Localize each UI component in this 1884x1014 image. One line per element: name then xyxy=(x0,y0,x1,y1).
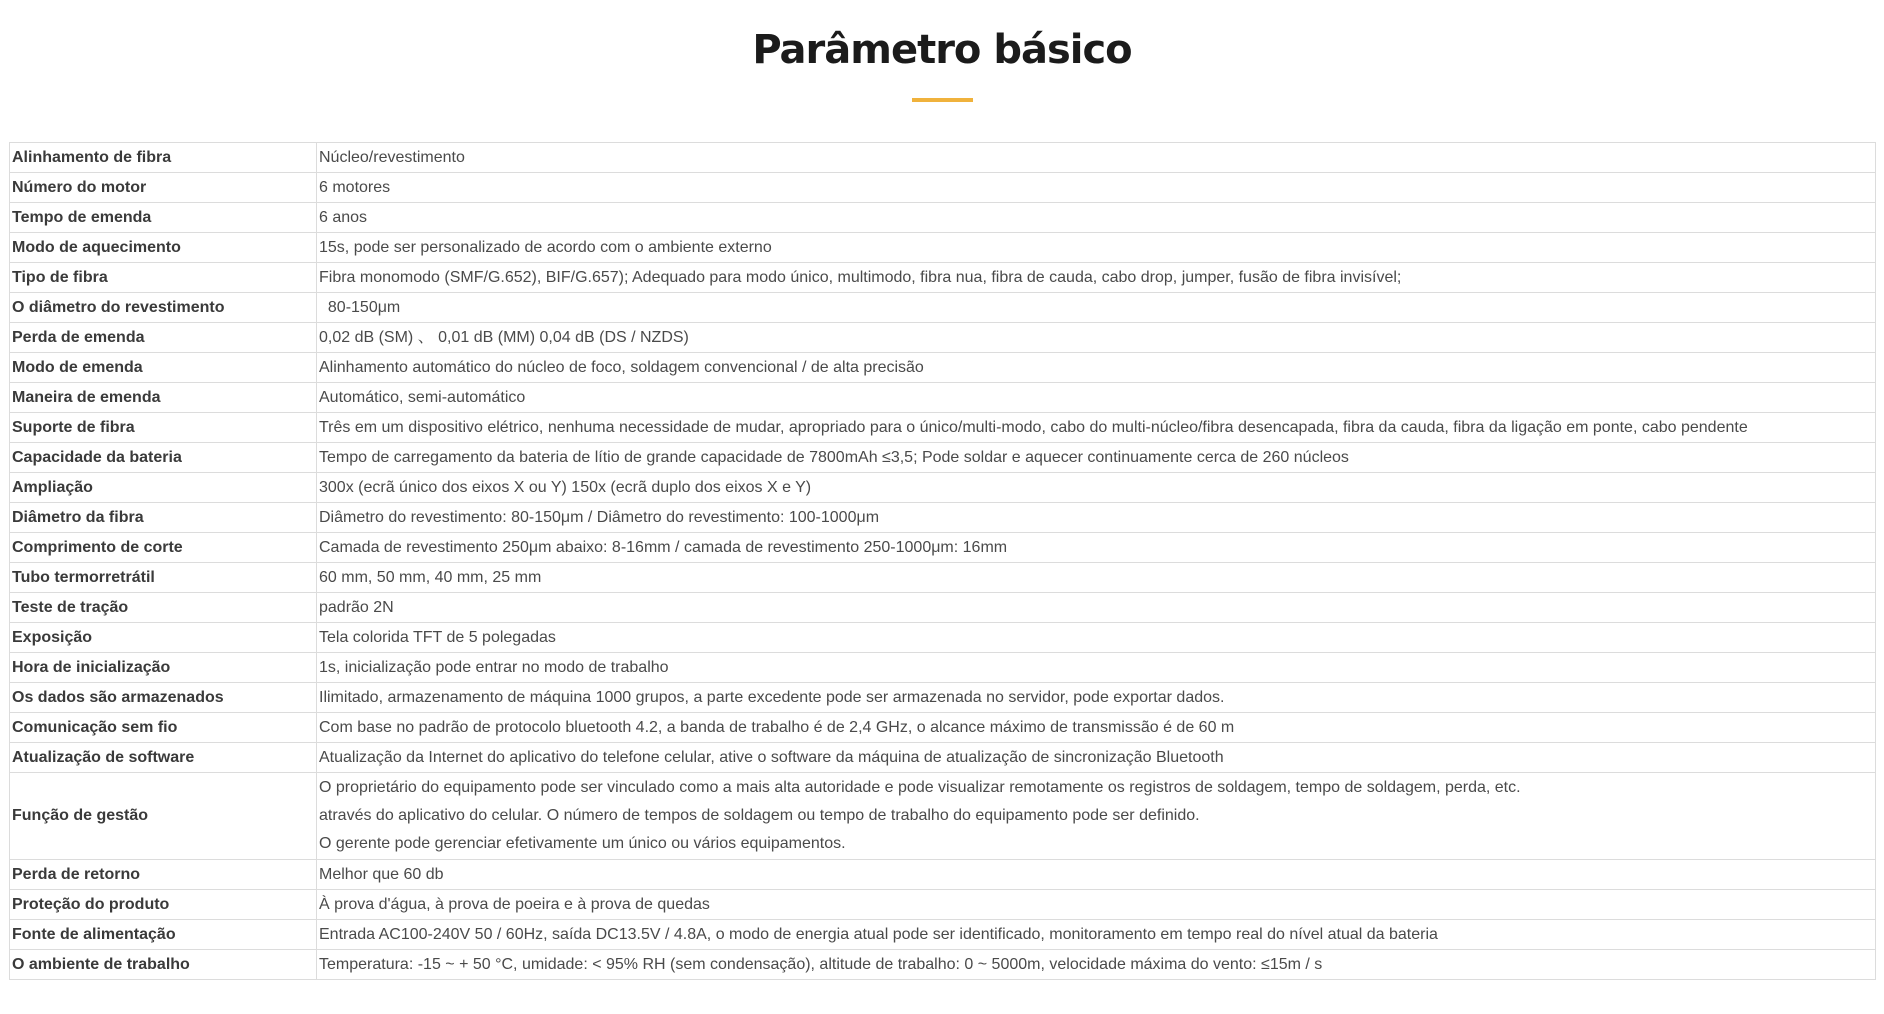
table-row xyxy=(10,203,1876,233)
spec-value: 6 motores xyxy=(317,173,1876,203)
spec-value: Alinhamento automático do núcleo de foco, soldagem convencional / de alta precisão xyxy=(317,353,1876,383)
table-row xyxy=(10,713,1876,743)
spec-value: 15s, pode ser personalizado de acordo com o ambiente externo xyxy=(317,233,1876,263)
spec-value: Com base no padrão de protocolo bluetooth 4.2, a banda de trabalho é de 2,4 GHz, o alcance máximo de transmissão é de 60 m xyxy=(317,713,1876,743)
table-row xyxy=(10,593,1876,623)
spec-label: O ambiente de trabalho xyxy=(10,950,317,980)
spec-label: Hora de inicialização xyxy=(10,653,317,683)
spec-label: Alinhamento de fibra xyxy=(10,143,317,173)
spec-value: Ilimitado, armazenamento de máquina 1000 grupos, a parte excedente pode ser armazenada no servidor, pode exportar dados. xyxy=(317,683,1876,713)
table-row xyxy=(10,383,1876,413)
spec-label: Teste de tração xyxy=(10,593,317,623)
spec-label: Perda de retorno xyxy=(10,860,317,890)
title-underline xyxy=(912,98,973,102)
spec-label: Modo de emenda xyxy=(10,353,317,383)
spec-label: Modo de aquecimento xyxy=(10,233,317,263)
spec-value-multiline xyxy=(317,773,1876,860)
spec-label: Proteção do produto xyxy=(10,890,317,920)
table-row xyxy=(10,623,1876,653)
table-row xyxy=(10,773,1876,860)
table-row xyxy=(10,890,1876,920)
spec-value: 300x (ecrã único dos eixos X ou Y) 150x (ecrã duplo dos eixos X e Y) xyxy=(317,473,1876,503)
spec-value: 60 mm, 50 mm, 40 mm, 25 mm xyxy=(317,563,1876,593)
spec-label: Tempo de emenda xyxy=(10,203,317,233)
table-row xyxy=(10,653,1876,683)
table-row xyxy=(10,473,1876,503)
spec-label: Tubo termorretrátil xyxy=(10,563,317,593)
table-row xyxy=(10,503,1876,533)
spec-value: Camada de revestimento 250μm abaixo: 8-16mm / camada de revestimento 250-1000μm: 16mm xyxy=(317,533,1876,563)
table-row xyxy=(10,263,1876,293)
spec-value-line: O gerente pode gerenciar efetivamente um único ou vários equipamentos. xyxy=(319,835,846,852)
table-row xyxy=(10,413,1876,443)
spec-value-line: através do aplicativo do celular. O número de tempos de soldagem ou tempo de trabalho do equipamento pode ser definido. xyxy=(319,807,1200,824)
spec-value: 1s, inicialização pode entrar no modo de trabalho xyxy=(317,653,1876,683)
table-row xyxy=(10,920,1876,950)
spec-value: padrão 2N xyxy=(317,593,1876,623)
spec-label: O diâmetro do revestimento xyxy=(10,293,317,323)
spec-label: Capacidade da bateria xyxy=(10,443,317,473)
table-row xyxy=(10,860,1876,890)
spec-value-line: O proprietário do equipamento pode ser vinculado como a mais alta autoridade e pode visualizar remotamente os registros de soldagem, tempo de soldagem, perda, etc. xyxy=(319,779,1521,796)
spec-label: Tipo de fibra xyxy=(10,263,317,293)
spec-label: Diâmetro da fibra xyxy=(10,503,317,533)
table-row xyxy=(10,293,1876,323)
spec-label: Exposição xyxy=(10,623,317,653)
spec-value: À prova d'água, à prova de poeira e à prova de quedas xyxy=(317,890,1876,920)
table-row xyxy=(10,533,1876,563)
table-row xyxy=(10,950,1876,980)
table-row xyxy=(10,743,1876,773)
table-row xyxy=(10,173,1876,203)
spec-value: 6 anos xyxy=(317,203,1876,233)
spec-label: Comunicação sem fio xyxy=(10,713,317,743)
table-row xyxy=(10,443,1876,473)
spec-value: Melhor que 60 db xyxy=(317,860,1876,890)
spec-value: Fibra monomodo (SMF/G.652), BIF/G.657); Adequado para modo único, multimodo, fibra nua, fibra de cauda, cabo drop, jumper, fusão de fibra invisível; xyxy=(317,263,1876,293)
spec-value: Entrada AC100-240V 50 / 60Hz, saída DC13.5V / 4.8A, o modo de energia atual pode ser identificado, monitoramento em tempo real do nível atual da bateria xyxy=(317,920,1876,950)
spec-value: Núcleo/revestimento xyxy=(317,143,1876,173)
spec-label: Os dados são armazenados xyxy=(10,683,317,713)
table-row xyxy=(10,323,1876,353)
spec-table xyxy=(9,142,1876,980)
table-row xyxy=(10,143,1876,173)
spec-value: Diâmetro do revestimento: 80-150μm / Diâmetro do revestimento: 100-1000μm xyxy=(317,503,1876,533)
spec-label: Função de gestão xyxy=(10,773,317,860)
spec-label: Número do motor xyxy=(10,173,317,203)
spec-label: Maneira de emenda xyxy=(10,383,317,413)
table-row xyxy=(10,563,1876,593)
spec-value: 80-150μm xyxy=(317,293,1876,323)
spec-label: Suporte de fibra xyxy=(10,413,317,443)
spec-value: Automático, semi-automático xyxy=(317,383,1876,413)
spec-value: Atualização da Internet do aplicativo do telefone celular, ative o software da máquina de atualização de sincronização Bluetooth xyxy=(317,743,1876,773)
spec-value: Tempo de carregamento da bateria de lítio de grande capacidade de 7800mAh ≤3,5; Pode soldar e aquecer continuamente cerca de 260 núcleos xyxy=(317,443,1876,473)
table-row xyxy=(10,233,1876,263)
spec-label: Perda de emenda xyxy=(10,323,317,353)
spec-value: 0,02 dB (SM) 、 0,01 dB (MM) 0,04 dB (DS / NZDS) xyxy=(317,323,1876,353)
spec-value: Tela colorida TFT de 5 polegadas xyxy=(317,623,1876,653)
table-row xyxy=(10,683,1876,713)
spec-value: Temperatura: -15 ~ + 50 °C, umidade: < 95% RH (sem condensação), altitude de trabalho: 0 ~ 5000m, velocidade máxima do vento: ≤15m / s xyxy=(317,950,1876,980)
spec-table-body xyxy=(10,143,1876,980)
table-row xyxy=(10,353,1876,383)
page-title: Parâmetro básico xyxy=(752,27,1132,73)
spec-label: Atualização de software xyxy=(10,743,317,773)
spec-label: Fonte de alimentação xyxy=(10,920,317,950)
spec-label: Ampliação xyxy=(10,473,317,503)
spec-value: Três em um dispositivo elétrico, nenhuma necessidade de mudar, apropriado para o único/multi-modo, cabo do multi-núcleo/fibra desencapada, fibra da cauda, fibra da ligação em ponte, cabo pendente xyxy=(317,413,1876,443)
spec-label: Comprimento de corte xyxy=(10,533,317,563)
